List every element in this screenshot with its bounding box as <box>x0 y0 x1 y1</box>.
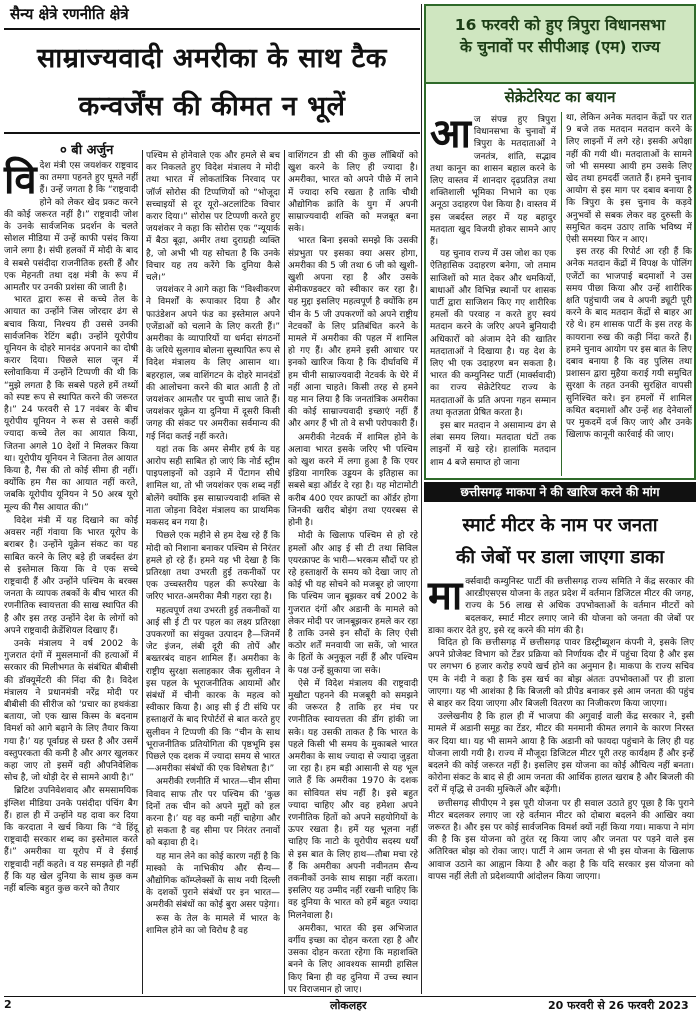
tripura-title-box <box>424 4 696 84</box>
smart-meter-text: र्क्सवादी कम्युनिस्ट पार्टी की छत्तीसगढ़ राज्य समिति ने केंद्र सरकार की आरडीएसएस योजना के तहत प्रदेश में वर्तमान डिजिटल मीटर की जगह, राज्य के 56 लाख से अधिक उपभोक्ताओं के वर्तमान मीटरों को बदलकर, स्मार्ट मीटर लगाए जाने की योजना को जनता की जेबों पर डाका करार देते हुए, इसे रद्द करने की मांग की है। विदित हो कि छत्तीसगढ़ में छत्तीसगढ़ पावर डिस्ट्रीब्यूशन कंपनी ने, इसके लिए अपने प्रोजेक्ट विभाग को टेंडर प्रक्रिया को निर्णायक दौर में पहुंचा दिया है और इस पर लगभग 6 हजार करोड़ रुपये खर्च होने का अनुमान है। माकपा के राज्य सचिव एम के नंदी ने कहा है कि इस खर्च का बोझ अंततः उपभोक्ताओं पर ही डाला जाएगा। यह भी आशंका है कि बिजली को प्रीपेड बनाकर इसे आम जनता की पहुंच से बाहर कर दिया जाएगा और बिजली वितरण का निजीकरण किया जाएगा। उल्लेखनीय है कि हाल ही में भाजपा की अगुवाई वाली केंद्र सरकार ने, इसी मामले में अडानी समूह का टेंडर, मीटर की मनमानी कीमत लगाने के कारण निरस्त कर दिया था। यह भी सामने आया है कि अडानी को फायदा पहुंचाने के लिए ही यह योजना लायी गयी है। राज्य में मौजूदा डिजिटल मीटर पूरी तरह कार्यक्षम हैं और इन्हें बदलने की कोई जरूरत नहीं है। इसलिए इस योजना का कोई औचित्य नहीं बनता। कोरोना संकट के बाद से ही आम जनता की आर्थिक हालत खराब है और बिजली की दरों में वृद्धि से उनकी मुश्किलें और बढ़ेंगी। छत्तीसगढ़ सीपीएम ने इस पूरी योजना पर ही सवाल उठाते हुए पूछा है कि पुराने मीटर बदलकर लगाए जा रहे वर्तमान मीटर को दोबारा बदलने की आखिर क्या जरूरत है। और इस पर कोई सार्वजनिक विमर्श क्यों नहीं किया गया। माकपा ने मांग की है कि इस योजना को तुरंत रद्द किया जाए और जनता पर पड़ने वाले इस अतिरिक्त बोझ को रोका जाए। पार्टी ने आम जनता से भी इस योजना के खिलाफ आवाज उठाने का आह्वान किया है और कहा है कि यदि सरकार इस योजना को वापस नहीं लेती तो प्रदेशव्यापी आंदोलन किया जाएगा। <box>428 577 694 882</box>
paragraph: महत्वपूर्ण तथा उभरती हुई तकनीकों या आई सी ई टी पर पहल का लक्ष्य प्रतिरक्षा उपकरणों का संयुक्त उत्पादन है—जिनमें जेट इंजन, लंबी दूरी की तोपें और बख्तरबंद वाहन शामिल हैं। अमरीका के राष्ट्रीय सुरक्षा सलाहकार जैक सुलीवन ने इस पहल के भूराजनीतिक आयामों और संबंधों में चीनी कारक के महत्व को स्वीकार किया है। आइ सी ई टी संधि पर हस्ताक्षरों के बाद रिपोर्टरों से बात करते हुए सुलीवन ने टिप्पणी की कि “चीन के साथ भूराजनीतिक प्रतियोगिता की पृष्ठभूमि इस पिछले एक दशक में ज्यादा समय से भारत—अमरीका संबंधों की एक विशेषता है।” <box>146 605 280 775</box>
article-column-3 <box>288 150 418 995</box>
page-number: 2 <box>4 998 12 1011</box>
paragraph: भारत बिना इसको समझे कि उसकी संप्रभुता पर इसका क्या असर होगा, अमरीका की 5 जी तथा 6 जी को खुशी-खुशी अपना रहा है और उसके सेमीकण्डक्टर को स्वीकार कर रहा है। यह मुद्दा इसलिए महत्वपूर्ण है क्योंकि हम चीन के 5 जी उपकरणों को अपने राष्ट्रीय नेटवर्कों के लिए प्रतिबंधित करने के मामले में अमरीका की पहल में शामिल हो गए हैं। और हमने इसी आधार पर इनको खारिज किया है कि दीर्घावधि में हम चीनी साम्राज्यवादी नेटवर्क के घेरे में नहीं आना चाहते। किसी तरह से हमने यह मान लिया है कि जनतांत्रिक अमरीका की कोई साम्राज्यवादी इच्छाएं नहीं हैं और अगर हैं भी तो वे सभी परोपकारी हैं। <box>288 236 418 430</box>
column-1-text: देश मंत्री एस जयशंकर राष्ट्रवाद का तमगा पहनते हुए घूमते नहीं हैं। उन्हें जगता है कि “राष्ट्रवादी होने को लेकर खेद प्रकट करने की कोई जरूरत नहीं है।” राष्ट्रवादी जोश के उनके सार्वजनिक प्रदर्शन के चलते सोशल मीडिया में उन्हें काफी पसंद किया जाने लगा है। संघी हलकों में मोदी के बाद वे सबसे पसंदीदा राजनीतिक हस्ती हैं और एक मेहनती तथा दक्ष मंत्री के रूप में आमतौर पर उनकी प्रशंसा की जाती है। भारत द्वारा रूस से कच्चे तेल के आयात का उन्होंने जिस जोरदार ढंग से बचाव किया, निश्चय ही उससे उनकी सार्वजनिक रेटिंग बढ़ी। उन्होंने यूरोपीय यूनियन के दोहरे मानदंड अपनाने का दोषी करार दिया। पिछले साल जून में स्लोवाकिया में उन्होंने टिप्पणी की थी कि “मुझे लगता है कि सबसे पहले हमें तथ्यों को स्पष्ट रूप से स्थापित करने की जरूरत है।” 24 फरवरी से 17 नवंबर के बीच यूरोपीय यूनियन ने रूस से उससे कहीं ज्यादा कच्चे तेल का आयात किया, जितना अगले 10 देशों ने मिलकर किया था। यूरोपीय यूनियन ने जितना तेल आयात किया है, गैस की तो कोई सीमा ही नहीं। क्योंकि हम गैस का आयात नहीं करते, जबकि यूरोपीय यूनियन ने 50 अरब यूरो मूल्य की गैस आयात की।” विदेश मंत्री में यह दिखाने का कोई अवसर नहीं गंवाया कि भारत यूरोप के बराबर है। उन्होंने यूक्रेन संकट का यह साबित करने के लिए बड़े ही जबर्दस्त ढंग से इस्तेमाल किया कि वे एक सच्चे राष्ट्रवादी हैं और उन्होंने पश्चिम के बरक्स जनता के व्यापक तबकों के बीच भारत की रणनीतिक स्वायत्तता की साख स्थापित की है और इस तरह उन्होंने देश के लोगों को अपने राष्ट्रवादी क्रेडेंशियल दिखाए हैं। उनके मंत्रालय ने वर्ष 2002 के गुजरात दंगों में मुसलमानों की हत्याओं में सरकार की मिलीभगत के संबंधित बीबीसी की डॉक्यूमेंटरी की निंदा की है। विदेश मंत्रालय ने प्रधानमंत्री नरेंद्र मोदी पर बीबीसी की सीरीज को ‘प्रचार का हथकंडा बताया, जो एक खास किस्म के बदनाम विमर्श को आगे बढ़ाने के लिए तैयार किया गया है।’ यह पूर्वाग्रह से ग्रस्त है और उसमें वस्तुपरकता की कमी है और अगर खुलकर कहा जाए तो इसमें वही औपनिवेशिक सोच है, जो थोड़ी देर से सामने आयी है।” ब्रिटिश उपनिवेशवाद और समसामयिक इंग्लिश मीडिया उनके पसंदीदा पंचिंग बैग हैं। हाल ही में उन्होंने यह दावा कर दिया कि करदाता ने खर्च किया कि “वे हिंदू राष्ट्रवादी सरकार शब्द का इस्तेमाल करते हैं।” अमरीका या यूरोप में वे ईसाई राष्ट्रवादी नहीं कहते। व यह समझते ही नहीं हैं कि यह खेल दुनिया के साथ कुछ कम नहीं बल्कि बहुत कुछ करने को तैयार <box>4 161 138 894</box>
headline-line-1: साम्राज्यवादी अमरीका के साथ टैक <box>36 43 388 74</box>
column-3-text: वाशिंगटन डी सी की कुछ लॉबियों को खुश करने के लिए ही ज्यादा है। अमरीका, भारत को अपने पीछे में लाने में ज्यादा रुचि रखता है ताकि चौथी औद्योगिक क्रांति के युग में अपनी साम्राज्यवादी शक्ति को मजबूत बना सके। भारत बिना इसको समझे कि उसकी संप्रभुता पर इसका क्या असर होगा, अमरीका की 5 जी तथा 6 जी को खुशी-खुशी अपना रहा है और उसके सेमीकण्डक्टर को स्वीकार कर रहा है। यह मुद्दा इसलिए महत्वपूर्ण है क्योंकि हम चीन के 5 जी उपकरणों को अपने राष्ट्रीय नेटवर्कों के लिए प्रतिबंधित करने के मामले में अमरीका की पहल में शामिल हो गए हैं। और हमने इसी आधार पर इनको खारिज किया है कि दीर्घावधि में हम चीनी साम्राज्यवादी नेटवर्क के घेरे में नहीं आना चाहते। किसी तरह से हमने यह मान लिया है कि जनतांत्रिक अमरीका की कोई साम्राज्यवादी इच्छाएं नहीं हैं और अगर हैं भी तो वे सभी परोपकारी हैं। अमरीकी नेटवर्क में शामिल होने के अलावा भारत इसके जरिए भी पश्चिम को खुश करने में लगा हुआ है कि एयर इंडिया नागरिक उड्डयन के इतिहास का सबसे बड़ा ऑर्डर दे रहा है। यह मोटामोटी करीब 400 एयर क्राफ्टों का ऑर्डर होगा जिनकी खरीद बोइंग तथा एयरबस से होनी है। मोदी के खिलाफ पश्चिम से हो रहे हमलों और आइ ई सी टी तथा सिविल एयरक्राफ्ट के भारी—भरकम सौदों पर हो रहे हस्ताक्षरों के समय को देखा जाए तो कोई भी यह सोचने को मजबूर हो जाएगा कि पश्चिम जान बूझकर वर्ष 2002 के गुजरात दंगों और अडानी के मामले को लेकर मोदी पर जानबूझकर हमले कर रहा है ताकि उनसे इन सौदों के लिए ऐसी कठोर शर्तें मनवायी जा सकें, जो भारत के हितों के अनुकूल नहीं हैं और पश्चिम के पक्ष उन्हें झुकाया जा सके। ऐसे में विदेश मंत्रालय की राष्ट्रवादी मुखौटा पहनने की मजबूरी को समझने की जरूरत है ताकि हर मंच पर रणनीतिक स्वायत्तता की डींग हांकी जा सके। यह उसकी ताकत है कि भारत के पहले किसी भी समय के मुकाबले भारत अमरीका के साथ ज्यादा से ज्यादा जुड़ता जा रहा है। हम बड़ी आसानी से यह भूल जाते हैं कि अमरीका 1970 के दशक का सोवियत संघ नहीं है। इसे बहुत ज्यादा चाहिए और वह हमेशा अपने रणनीतिक हितों को अपने सहयोगियों के ऊपर रखता है। हमें यह भूलना नहीं चाहिए कि नाटो के यूरोपीय सदस्य धर्यों से इस बात के लिए हाथ—तौबा मचा रहे हैं कि अमरीका अपनी नवीनतम सैन्य तकनीकों उनके साथ साझा नहीं करता। इसलिए यह उम्मीद नहीं रखनी चाहिए कि वह दुनिया के भारत को हमें बहुत ज्यादा मिलनेवाला है। अमरीका, भारत की इस अभिजात वर्गीय इच्छा का दोहन करता रहा है और उसका दोहन करता रहेगा कि महाशक्ति बनने के लिए आवश्यक सामग्री हासिल किए बिना ही वह दुनिया में उच्च स्थान पर विराजमान हो जाए। <box>288 151 418 995</box>
paragraph: मोदी के खिलाफ पश्चिम से हो रहे हमलों और आइ ई सी टी तथा सिविल एयरक्राफ्ट के भारी—भरकम सौदों पर हो रहे हस्ताक्षरों के समय को देखा जाए तो कोई भी यह सोचने को मजबूर हो जाएगा कि पश्चिम जान बूझकर वर्ष 2002 के गुजरात दंगों और अडानी के मामले को लेकर मोदी पर जानबूझकर हमले कर रहा है ताकि उनसे इन सौदों के लिए ऐसी कठोर शर्तें मनवायी जा सकें, जो भारत के हितों के अनुकूल नहीं हैं और पश्चिम के पक्ष उन्हें झुकाया जा सके। <box>288 531 418 676</box>
paragraph: ऐसे में विदेश मंत्रालय की राष्ट्रवादी मुखौटा पहनने की मजबूरी को समझने की जरूरत है ताकि हर मंच पर रणनीतिक स्वायत्तता की डींग हांकी जा सके। यह उसकी ताकत है कि भारत के पहले किसी भी समय के मुकाबले भारत अमरीका के साथ ज्यादा से ज्यादा जुड़ता जा रहा है। हम बड़ी आसानी से यह भूल जाते हैं कि अमरीका 1970 के दशक का सोवियत संघ नहीं है। इसे बहुत ज्यादा चाहिए और वह हमेशा अपने रणनीतिक हितों को अपने सहयोगियों के ऊपर रखता है। हमें यह भूलना नहीं चाहिए कि नाटो के यूरोपीय सदस्य धर्यों से इस बात के लिए हाथ—तौबा मचा रहे हैं कि अमरीका अपनी नवीनतम सैन्य तकनीकों उनके साथ साझा नहीं करता। इसलिए यह उम्मीद नहीं रखनी चाहिए कि वह दुनिया के भारत को हमें बहुत ज्यादा मिलनेवाला है। <box>288 678 418 921</box>
rule-below-headline <box>4 132 420 134</box>
tripura-title-line-1: 16 फरवरी को हुए त्रिपुरा विधानसभा <box>454 16 666 34</box>
tripura-frame <box>424 84 696 480</box>
tripura-col1-text: ज संपन्न हुए त्रिपुरा विधानसभा के चुनावों में त्रिपुरा के मतदाताओं ने जनतंत्र, शांति, सद्भाव तथा कानून का शासन बहाल करने के लिए वास्तव में शानदार दृढ़प्रतिज्ञ तथा शक्तिशाली भूमिका निभाने का एक अनूठा उदाहरण पेश किया है। वास्तव में इस जबर्दस्त लहर में यह बहादुर मतदाता खुद विजयी होकर सामने आए हैं। यह चुनाव राज्य में उस जोश का एक ऐतिहासिक उदाहरण बनेगा, जो तमाम साजिशों को मात देकर और धमकियों, बाधाओं और विभिन्न स्थानों पर शासक पार्टी द्वारा साजिशन किए गए शारीरिक हमलों की परवाह न करते हुए स्वयं मतदान करने के जरिए अपने बुनियादी अधिकारों को अंजाम देने की खातिर मतदाताओं ने दिखाया है। यह देश के लिए भी एक उदाहरण बन सकता है। भारत की कम्युनिस्ट पार्टी (मार्क्सवादी) का राज्य सेक्रेटेरियट राज्य के मतदाताओं के प्रति अपना गहन सम्मान तथा कृतज्ञता प्रेषित करता है। इस बार मतदान ने असामान्य ढंग से लंबा समय लिया। मतदाता घंटों तक लाइनों में खड़े रहे। हालांकि मतदान शाम 4 बजे समाप्त हो जाना <box>430 115 556 468</box>
drop-cap: मा <box>428 573 463 619</box>
drop-cap: वि <box>4 157 37 203</box>
paragraph: इस तरह की रिपोर्ट आ रही हैं कि अनेक मतदान केंद्रों में विपक्ष के पोलिंग एजेंटों का भाजपाई बदमाशों ने उस समय पीछा किया और उन्हें शारीरिक क्षति पहुंचायी जब वे अपनी ड्यूटी पूरी करने के बाद मतदान केंद्रों से बाहर आ रहे थे। हम शासक पार्टी के इस तरह के कायराना रुख की कड़ी निंदा करते हैं। हमने चुनाव आयोग पर इस बात के लिए दबाव बनाया है कि वह पुलिस तथा प्रशासन द्वारा मुहैया कराई गयी समुचित सुरक्षा के तहत उनकी सुरक्षित वापसी सुनिश्चित करे। इन हमलों में शामिल कथित बदमाशों और उन्हें शह देनेवालों पर मुकदमें दर्ज किए जाएं और उनके खिलाफ कानूनी कार्रवाई की जाए। <box>566 247 692 441</box>
tripura-title-line-3: सेक्रेटेरियट का बयान <box>504 88 616 106</box>
page-divider <box>421 4 422 994</box>
smart-meter-headline-2: की जेबों पर डाला जाएगा डाका <box>455 547 665 568</box>
tripura-col2-text: था, लेकिन अनेक मतदान केंद्रों पर रात 9 बजे तक मतदान मतदान करने के लिए लाइनों में लगे रहे। इसकी अपेक्षा नहीं की गयी थी। मतदाताओं के सामने जो भी समस्या आयी हम उसके लिए खेद तथा हमदर्दी जताते हैं। हमने चुनाव आयोग से इस माग पर दबाव बनाया है कि त्रिपुरा के इस चुनाव के कड़वे अनुभवों से सबक लेकर वह दुरुस्ती के समुचित कदम उठाए ताकि भविष्य में ऐसी समस्या फिर न आए। इस तरह की रिपोर्ट आ रही हैं कि अनेक मतदान केंद्रों में विपक्ष के पोलिंग एजेंटों का भाजपाई बदमाशों ने उस समय पीछा किया और उन्हें शारीरिक क्षति पहुंचायी जब वे अपनी ड्यूटी पूरी करने के बाद मतदान केंद्रों से बाहर आ रहे थे। हम शासक पार्टी के इस तरह के कायराना रुख की कड़ी निंदा करते हैं। हमने चुनाव आयोग पर इस बात के लिए दबाव बनाया है कि वह पुलिस तथा प्रशासन द्वारा मुहैया कराई गयी समुचित सुरक्षा के तहत उनकी सुरक्षित वापसी सुनिश्चित करे। इन हमलों में शामिल कथित बदमाशों और उन्हें शह देनेवालों पर मुकदमें दर्ज किए जाएं और उनके खिलाफ कानूनी कार्रवाई की जाए। <box>566 113 692 441</box>
smart-meter-body <box>428 573 694 990</box>
issue-date: 20 फरवरी से 26 फरवरी 2023 <box>548 999 689 1012</box>
paragraph: अमरीकी रणनीति में भारत—चीन सीमा विवाद साफ तौर पर पश्चिम की ‘कुछ दिनों तक चीन को अपने मुद्दों को हल करना है।’ यह वह कमी नहीं चाहेगा और हो सकता है वह सीमा पर निरंतर तनावों को बढ़ावा ही दे। <box>146 777 280 849</box>
paragraph: विदित हो कि छत्तीसगढ़ में छत्तीसगढ़ पावर डिस्ट्रीब्यूशन कंपनी ने, इसके लिए अपने प्रोजेक्ट विभाग को टेंडर प्रक्रिया को निर्णायक दौर में पहुंचा दिया है और इस पर लगभग 6 हजार करोड़ रुपये खर्च होने का अनुमान है। माकपा के राज्य सचिव एम के नंदी ने कहा है कि इस खर्च का बोझ अंततः उपभोक्ताओं पर ही डाला जाएगा। यह भी आशंका है कि बिजली को प्रीपेड बनाकर इसे आम जनता की पहुंच से बाहर कर दिया जाएगा और बिजली वितरण का निजीकरण किया जाएगा। <box>428 638 694 710</box>
paragraph: उल्लेखनीय है कि हाल ही में भाजपा की अगुवाई वाली केंद्र सरकार ने, इसी मामले में अडानी समूह का टेंडर, मीटर की मनमानी कीमत लगाने के कारण निरस्त कर दिया था। यह भी सामने आया है कि अडानी को फायदा पहुंचाने के लिए ही यह योजना लायी गयी है। राज्य में मौजूदा डिजिटल मीटर पूरी तरह कार्यक्षम हैं और इन्हें बदलने की कोई जरूरत नहीं है। इसलिए इस योजना का कोई औचित्य नहीं बनता। कोरोना संकट के बाद से ही आम जनता की आर्थिक हालत खराब है और बिजली की दरों में वृद्धि से उनकी मुश्किलें और बढ़ेंगी। <box>428 712 694 796</box>
byline: ० बी अर्जुन <box>60 143 114 158</box>
tripura-title-line-2: के चुनावों पर सीपीआइ (एम) राज्य <box>459 38 661 56</box>
paragraph: अमरीकी नेटवर्क में शामिल होने के अलावा भारत इसके जरिए भी पश्चिम को खुश करने में लगा हुआ है कि एयर इंडिया नागरिक उड्डयन के इतिहास का सबसे बड़ा ऑर्डर दे रहा है। यह मोटामोटी करीब 400 एयर क्राफ्टों का ऑर्डर होगा जिनकी खरीद बोइंग तथा एयरबस से होनी है। <box>288 432 418 529</box>
column-divider <box>142 150 143 994</box>
article-kicker: सैन्य क्षेत्रे रणनीति क्षेत्रे <box>10 5 129 23</box>
smart-meter-headline-1: स्मार्ट मीटर के नाम पर जनता <box>462 515 658 536</box>
paragraph: जयशंकर ने आगे कहा कि “विश्वीकरण ने विमर्शों के रूपाकार दिया है और फाउंडेशन अपने फंड का इस्तेमाल अपने एजेंडाओं को चलाने के लिए करती हैं।” अमरीका के व्यापारियों या धर्मदा संगठनों के जरिये सुलगाव बोलना सुस्थापित रूप से विदेश मंत्रालय के लिए आसान था। बहरहाल, जब वाशिंगटन के दोहरे मानदंडों की आलोचना करने की बात आती है तो जयशंकर आमतौर पर चुप्पी साध जाते हैं। जयशंकर यूक्रेन या दुनिया में दूसरी किसी जगह की संकट पर अमरीका सर्वमान्य की गई निंदा कतई नहीं करते। <box>146 285 280 442</box>
paragraph: यहां तक कि अमर सेमीर हर्ष के यह आरोप सही साबित हो जाएं कि नोर्ड स्ट्रीम पाइपलाइनों को उड़ाने में पेंटागन सीधे शामिल था, तो भी जयशंकर एक शब्द नहीं बोलेंगे क्योंकि इस साम्राज्यवादी शक्ति से नाता जोड़ना विदेश मंत्रालय का प्राथमिक मकसद बन गया है। <box>146 444 280 529</box>
column-divider <box>284 150 285 994</box>
paragraph: विदेश मंत्री में यह दिखाने का कोई अवसर नहीं गंवाया कि भारत यूरोप के बराबर है। उन्होंने यूक्रेन संकट का यह साबित करने के लिए बड़े ही जबर्दस्त ढंग से इस्तेमाल किया कि वे एक सच्चे राष्ट्रवादी हैं और उन्होंने पश्चिम के बरक्स जनता के व्यापक तबकों के बीच भारत की रणनीतिक स्वायत्तता की साख स्थापित की है और इस तरह उन्होंने देश के लोगों को अपने राष्ट्रवादी क्रेडेंशियल दिखाए हैं। <box>4 515 138 636</box>
paragraph: पिछले एक महीने से हम देख रहे हैं कि मोदी को निशाना बनाकर पश्चिम से निरंतर हमले हो रहे हैं। हमने यह भी देखा है कि प्रतिरक्षा तथा उभरती हुई तकनीकों पर एक उच्चस्तरीय पहल की रूपरेखा के जरिए भारत-अमरीका मैत्री गहरा रहा है। <box>146 531 280 603</box>
publication-name: लोकलहर <box>330 999 367 1012</box>
paragraph: यह चुनाव राज्य में उस जोश का एक ऐतिहासिक उदाहरण बनेगा, जो तमाम साजिशों को मात देकर और धमकियों, बाधाओं और विभिन्न स्थानों पर शासक पार्टी द्वारा साजिशन किए गए शारीरिक हमलों की परवाह न करते हुए स्वयं मतदान करने के जरिए अपने बुनियादी अधिकारों को अंजाम देने की खातिर मतदाताओं ने दिखाया है। यह देश के लिए भी एक उदाहरण बन सकता है। भारत की कम्युनिस्ट पार्टी (मार्क्सवादी) का राज्य सेक्रेटेरियट राज्य के मतदाताओं के प्रति अपना गहन सम्मान तथा कृतज्ञता प्रेषित करता है। <box>430 249 556 418</box>
footer-rule <box>4 996 696 997</box>
paragraph: भारत द्वारा रूस से कच्चे तेल के आयात का उन्होंने जिस जोरदार ढंग से बचाव किया, निश्चय ही उससे उनकी सार्वजनिक रेटिंग बढ़ी। उन्होंने यूरोपीय यूनियन के दोहरे मानदंड अपनाने का दोषी करार दिया। पिछले साल जून में स्लोवाकिया में उन्होंने टिप्पणी की थी कि “मुझे लगता है कि सबसे पहले हमें तथ्यों को स्पष्ट रूप से स्थापित करने की जरूरत है।” 24 फरवरी से 17 नवंबर के बीच यूरोपीय यूनियन ने रूस से उससे कहीं ज्यादा कच्चे तेल का आयात किया, जितना अगले 10 देशों ने मिलकर किया था। यूरोपीय यूनियन ने जितना तेल आयात किया है, गैस की तो कोई सीमा ही नहीं। क्योंकि हम गैस का आयात नहीं करते, जबकि यूरोपीय यूनियन ने 50 अरब यूरो मूल्य की गैस आयात की।” <box>4 295 138 513</box>
drop-cap: आ <box>430 111 471 157</box>
paragraph: अमरीका, भारत की इस अभिजात वर्गीय इच्छा का दोहन करता रहा है और उसका दोहन करता रहेगा कि महाशक्ति बनने के लिए आवश्यक सामग्री हासिल किए बिना ही वह दुनिया में उच्च स्थान पर विराजमान हो जाए। <box>288 923 418 995</box>
paragraph: रूस के तेल के मामले में भारत के शामिल होने का जो विरोध है वह <box>146 913 280 936</box>
paragraph: उनके मंत्रालय ने वर्ष 2002 के गुजरात दंगों में मुसलमानों की हत्याओं में सरकार की मिलीभगत के संबंधित बीबीसी की डॉक्यूमेंटरी की निंदा की है। विदेश मंत्रालय ने प्रधानमंत्री नरेंद्र मोदी पर बीबीसी की सीरीज को ‘प्रचार का हथकंडा बताया, जो एक खास किस्म के बदनाम विमर्श को आगे बढ़ाने के लिए तैयार किया गया है।’ यह पूर्वाग्रह से ग्रस्त है और उसमें वस्तुपरकता की कमी है और अगर खुलकर कहा जाए तो इसमें वही औपनिवेशिक सोच है, जो थोड़ी देर से सामने आयी है।” <box>4 638 138 784</box>
article-column-1 <box>4 157 138 994</box>
paragraph: यह मान लेने का कोई कारण नहीं है कि मास्को के नाभिकीय और सैन्य—औद्योगिक कॉम्प्लेक्सों के साथ नयी दिल्ली के दशकों पुराने संबंधों पर इन भारत—अमरीकी संबंधों का कोई बुरा असर पड़ेगा। <box>146 851 280 911</box>
rule-top <box>4 28 420 30</box>
paragraph: छत्तीसगढ़ सीपीएम ने इस पूरी योजना पर ही सवाल उठाते हुए पूछा है कि पुराने मीटर बदलकर लगाए जा रहे वर्तमान मीटर को दोबारा बदलने की आखिर क्या जरूरत है। और इस पर कोई सार्वजनिक विमर्श क्यों नहीं किया गया। माकपा ने मांग की है कि इस योजना को तुरंत रद्द किया जाए और जनता पर पड़ने वाले इस अतिरिक्त बोझ को रोका जाए। पार्टी ने आम जनता से भी इस योजना के खिलाफ आवाज उठाने का आह्वान किया है और कहा है कि यदि सरकार इस योजना को वापस नहीं लेती तो प्रदेशव्यापी आंदोलन किया जाएगा। <box>428 798 694 882</box>
article-column-2 <box>146 150 280 994</box>
paragraph: इस बार मतदान ने असामान्य ढंग से लंबा समय लिया। मतदाता घंटों तक लाइनों में खड़े रहे। हालांकि मतदान शाम 4 बजे समाप्त हो जाना <box>430 421 556 468</box>
paragraph: ब्रिटिश उपनिवेशवाद और समसामयिक इंग्लिश मीडिया उनके पसंदीदा पंचिंग बैग हैं। हाल ही में उन्होंने यह दावा कर दिया कि करदाता ने खर्च किया कि “वे हिंदू राष्ट्रवादी सरकार शब्द का इस्तेमाल करते हैं।” अमरीका या यूरोप में वे ईसाई राष्ट्रवादी नहीं कहते। व यह समझते ही नहीं हैं कि यह खेल दुनिया के साथ कुछ कम नहीं बल्कि बहुत कुछ करने को तैयार <box>4 786 138 894</box>
column-2-text: पश्चिम से होनेवाले एक और हमले से बच कर निकलते हुए विदेश मंत्रालय ने मोदी तथा भारत में लोकतांत्रिक निरवाद पर जॉर्ज सोरोस की टिप्पणियों को “भोजूदा सच्चाइयों से दूर यूरो-अटलांटिक विचार करार दिया।” सोरोस पर टिप्पणी करते हुए जयशंकर ने कहा कि सोरोस एक “न्यूयार्क में बैठा बूढ़ा, अमीर तथा दुराग्रही व्यक्ति है, जो अभी भी यह सोचता है कि उनके विचार यह तय करेंगे कि दुनिया कैसे चले।” जयशंकर ने आगे कहा कि “विश्वीकरण ने विमर्शों के रूपाकार दिया है और फाउंडेशन अपने फंड का इस्तेमाल अपने एजेंडाओं को चलाने के लिए करती हैं।” अमरीका के व्यापारियों या धर्मदा संगठनों के जरिये सुलगाव बोलना सुस्थापित रूप से विदेश मंत्रालय के लिए आसान था। बहरहाल, जब वाशिंगटन के दोहरे मानदंडों की आलोचना करने की बात आती है तो जयशंकर आमतौर पर चुप्पी साध जाते हैं। जयशंकर यूक्रेन या दुनिया में दूसरी किसी जगह की संकट पर अमरीका सर्वमान्य की गई निंदा कतई नहीं करते। यहां तक कि अमर सेमीर हर्ष के यह आरोप सही साबित हो जाएं कि नोर्ड स्ट्रीम पाइपलाइनों को उड़ाने में पेंटागन सीधे शामिल था, तो भी जयशंकर एक शब्द नहीं बोलेंगे क्योंकि इस साम्राज्यवादी शक्ति से नाता जोड़ना विदेश मंत्रालय का प्राथमिक मकसद बन गया है। पिछले एक महीने से हम देख रहे हैं कि मोदी को निशाना बनाकर पश्चिम से निरंतर हमले हो रहे हैं। हमने यह भी देखा है कि प्रतिरक्षा तथा उभरती हुई तकनीकों पर एक उच्चस्तरीय पहल की रूपरेखा के जरिए भारत-अमरीका मैत्री गहरा रहा है। महत्वपूर्ण तथा उभरती हुई तकनीकों या आई सी ई टी पर पहल का लक्ष्य प्रतिरक्षा उपकरणों का संयुक्त उत्पादन है—जिनमें जेट इंजन, लंबी दूरी की तोपें और बख्तरबंद वाहन शामिल हैं। अमरीका के राष्ट्रीय सुरक्षा सलाहकार जैक सुलीवन ने इस पहल के भूराजनीतिक आयामों और संबंधों में चीनी कारक के महत्व को स्वीकार किया है। आइ सी ई टी संधि पर हस्ताक्षरों के बाद रिपोर्टरों से बात करते हुए सुलीवन ने टिप्पणी की कि “चीन के साथ भूराजनीतिक प्रतियोगिता की पृष्ठभूमि इस पिछले एक दशक में ज्यादा समय से भारत—अमरीका संबंधों की एक विशेषता है।” अमरीकी रणनीति में भारत—चीन सीमा विवाद साफ तौर पर पश्चिम की ‘कुछ दिनों तक चीन को अपने मुद्दों को हल करना है।’ यह वह कमी नहीं चाहेगा और हो सकता है वह सीमा पर निरंतर तनावों को बढ़ावा ही दे। यह मान लेने का कोई कारण नहीं है कि मास्को के नाभिकीय और सैन्य—औद्योगिक कॉम्प्लेक्सों के साथ नयी दिल्ली के दशकों पुराने संबंधों पर इन भारत—अमरीकी संबंधों का कोई बुरा असर पड़ेगा। रूस के तेल के मामले में भारत के शामिल होने का जो विरोध है वह <box>146 151 280 936</box>
headline-line-2: कन्वर्जेंस की कीमत न भूलें <box>78 91 346 122</box>
smart-meter-banner: छत्तीसगढ़ माकपा ने की खारिज करने की मांग <box>424 482 696 502</box>
